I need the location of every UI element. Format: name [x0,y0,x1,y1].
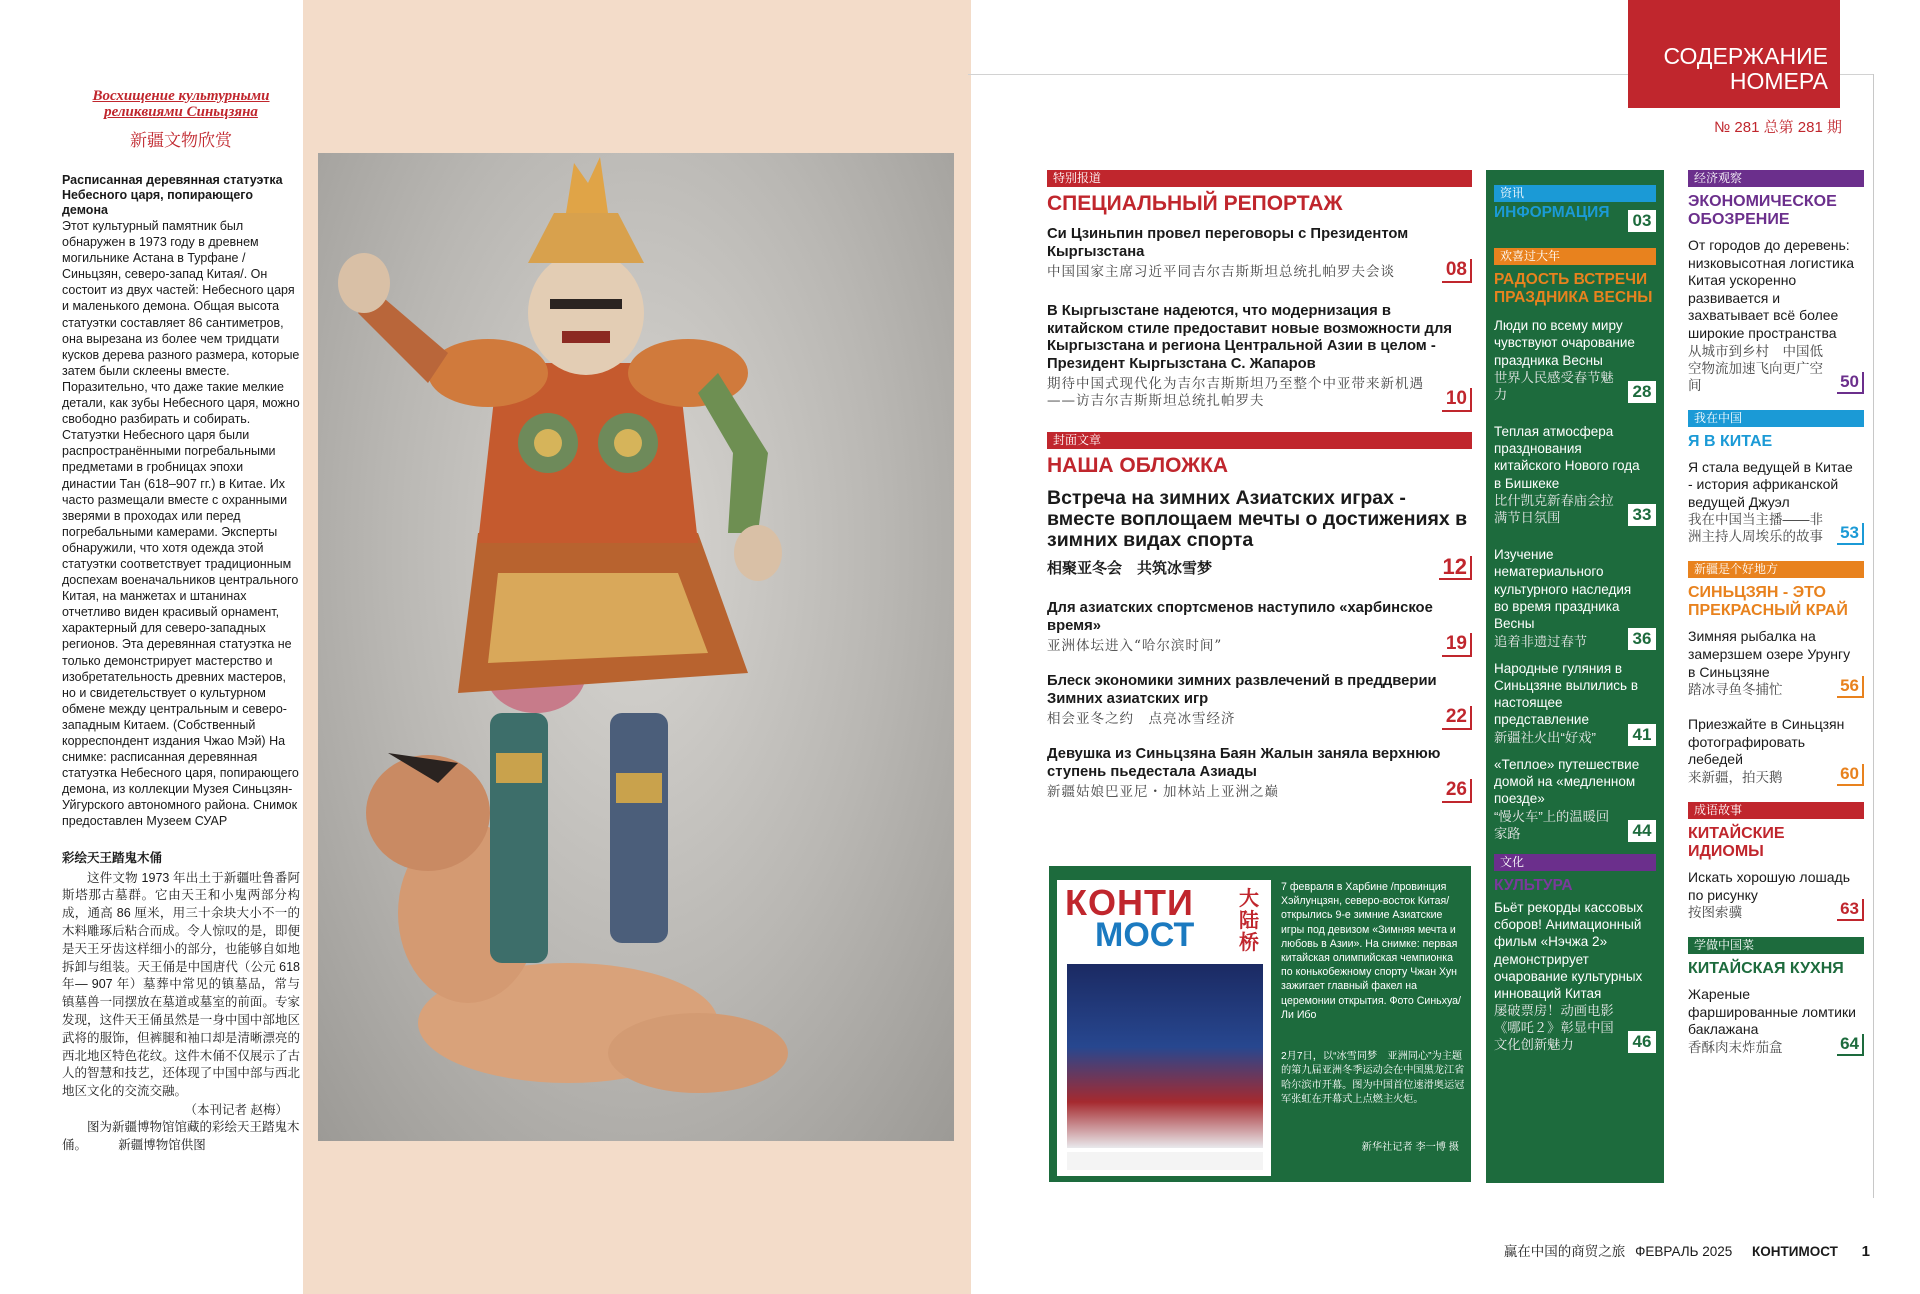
toc-item-title-cn: 世界人民感受春节魅力 [1494,369,1614,402]
magazine-logo-cn: 大陆桥 [1239,888,1259,954]
toc-page-number: 08 [1442,259,1472,283]
toc-item-title-cn: 追着非遗过春节 [1494,633,1588,649]
footer-slogan: 赢在中国的商贸之旅 [1503,1244,1626,1260]
toc-column-right [1688,170,1864,1056]
toc-page-number: 46 [1628,1031,1656,1053]
section-head-idioms: КИТАЙСКИЕ ИДИОМЫ [1688,824,1785,860]
section-head-xinjiang: СИНЬЦЗЯН - ЭТО ПРЕКРАСНЫЙ КРАЙ [1688,584,1848,620]
toc-page-number: 33 [1628,504,1656,526]
toc-item-title-cn: 踏冰寻鱼冬捕忙 [1688,682,1783,698]
toc-page-number: 56 [1837,676,1864,698]
toc-item-title-ru: Девушка из Синьцзяна Баян Жалын заняла верхнюю ступень пьедестала Азиады [1047,746,1441,780]
toc-item-title-cn: 期待中国式现代化为吉尔吉斯斯坦乃至整个中亚带来新机遇——访吉尔吉斯斯坦总统扎帕罗夫 [1047,376,1424,409]
toc-item-title-cn: 比什凯克新春庙会拉满节日氛围 [1494,493,1614,526]
toc-item[interactable] [1494,317,1656,403]
section-head-info: ИНФОРМАЦИЯ [1494,204,1610,221]
toc-item[interactable] [1047,746,1472,801]
toc-item-title-cn: 香酥肉末炸茄盒 [1688,1039,1783,1055]
section-tag-idioms: 成语故事 [1688,802,1864,819]
footer-page-number: 1 [1861,1243,1870,1260]
section-kicker-cn: 新疆文物欣赏 [130,131,232,150]
toc-item-title-ru: Приезжайте в Синьцзян фотографировать лебедей [1688,716,1845,768]
toc-item-title-ru: Теплая атмосфера празднования китайского Нового года в Бишкеке [1494,423,1640,491]
footer-date: ФЕВРАЛЬ 2025 [1635,1244,1733,1259]
toc-page-number: 28 [1628,381,1656,403]
toc-item-title-ru: Изучение нематериального культурного наследия во время праздника Весны [1494,547,1632,632]
toc-item[interactable] [1047,226,1472,281]
magazine-logo-b: МОСТ [1095,916,1195,954]
toc-page-number: 44 [1628,820,1656,842]
toc-item[interactable] [1494,423,1656,526]
toc-item[interactable] [1047,673,1472,728]
toc-item-title-ru: Народные гуляния в Синьцзяне вылились в настоящее представление [1494,660,1638,728]
section-head-china: Я В КИТАЕ [1688,432,1773,450]
toc-item-title-cn: 亚洲体坛进入“哈尔滨时间” [1047,638,1223,654]
toc-item[interactable] [1494,756,1656,842]
article-title-ru: Расписанная деревянная статуэтка Небесного царя, попирающего демона [62,173,283,217]
statue-photo [318,153,954,1141]
article-credit-cn: （本刊记者 赵梅） [184,1102,288,1117]
toc-item-title-cn: 从城市到乡村 中国低空物流加速飞向更广空间 [1688,343,1823,393]
toc-item[interactable] [1688,716,1864,786]
section-tag-xinjiang: 新疆是个好地方 [1688,561,1864,578]
article-body-cn: 这件文物 1973 年出土于新疆吐鲁番阿斯塔那古墓群。它由天王和小鬼两部分构成，通高 86 厘米，用三十余块大小不一的木料雕琢后粘合而成。令人惊叹的是，即便是天王牙齿这样细小的部分，也能够自如地拆卸与组装。天王俑是中国唐代（公元 618 年— 907 年）墓葬中常见的镇墓品，常与镇墓兽一同摆放在墓道或墓室的前面。专家发现，这件天王俑虽然是一身中国中部地区武将的服饰，但裤腿和袖口却是清晰漂亮的西北地区特色花纹。这件木俑不仅展示了古人的智慧和技艺，还体现了中国中部与西北地区文化的交流交融。 [62,870,300,1099]
section-tag-economics: 经济观察 [1688,170,1864,187]
magazine-logo-a: КОНТИ [1065,882,1194,923]
toc-item-title-cn: “慢火车”上的温暖回家路 [1494,808,1610,841]
section-tag-spring: 欢喜过大年 [1494,248,1656,265]
toc-item-title-ru: Си Цзиньпин провел переговоры с Президентом Кыргызстана [1047,226,1409,260]
article-title-cn: 彩绘天王踏鬼木俑 [62,850,163,865]
toc-item[interactable] [1688,986,1864,1056]
toc-page-number: 03 [1628,210,1656,232]
toc-item[interactable] [1047,303,1472,410]
section-tag-culture: 文化 [1494,854,1656,871]
toc-item-title-cn: 屡破票房！动画电影《哪吒２》彰显中国文化创新魅力 [1494,1003,1614,1053]
toc-item-title-ru: Зимняя рыбалка на замерзшем озере Урунгу в Синьцзяне [1688,628,1851,680]
section-tag-cover: 封面文章 [1047,432,1472,449]
toc-item[interactable] [1688,869,1864,921]
toc-item-title-ru: Для азиатских спортсменов наступило «харбинское время» [1047,600,1433,634]
section-tag-special: 特别报道 [1047,170,1472,187]
section-head-economics: ЭКОНОМИЧЕСКОЕ ОБОЗРЕНИЕ [1688,193,1837,228]
section-head-spring: РАДОСТЬ ВСТРЕЧИ ПРАЗДНИКА ВЕСНЫ [1494,271,1653,306]
toc-item-title-ru: Блеск экономики зимних развлечений в преддверии Зимних азиатских игр [1047,673,1437,707]
toc-item-title-ru: Бьёт рекорды кассовых сборов! Анимационный фильм «Нэчжа 2» демонстрирует очарование культурных инноваций Китая [1494,899,1643,1002]
toc-item-title-cn: 我在中国当主播——非洲主持人周埃乐的故事 [1688,512,1823,545]
frame-line-right [1873,74,1874,1198]
toc-item-title-ru: Жареные фаршированные ломтики баклажана [1688,986,1856,1038]
toc-item-title-cn: 中国国家主席习近平同吉尔吉斯斯坦总统扎帕罗夫会谈 [1047,264,1395,280]
toc-item-title-ru: Я стала ведущей в Китае - история африканской ведущей Джуэл [1688,458,1853,510]
toc-item-title-ru: «Теплое» путешествие домой на «медленном поезде» [1494,756,1640,807]
toc-item-title-ru: Искать хорошую лошадь по рисунку [1688,868,1850,903]
toc-page-number: 41 [1628,724,1656,746]
left-article [62,88,300,1155]
toc-item-title-ru: Люди по всему миру чувствуют очарование праздника Весны [1494,318,1635,368]
toc-item-title-ru: В Кыргызстане надеются, что модернизация в китайском стиле предоставит новые возможности для Кыргызстана и региона Центральной Азии в целом - Президент Кыргызстана С. Жапаров [1047,303,1452,372]
section-tag-china: 我在中国 [1688,410,1864,427]
toc-item-title-ru: От городов до деревень: низковысотная логистика Китая ускоренно развивается и захватывает всё более широкие пространства [1688,237,1855,341]
section-head-cuisine: КИТАЙСКАЯ КУХНЯ [1688,960,1844,978]
toc-item-title-cn: 按图索骥 [1688,905,1742,921]
toc-title: СОДЕРЖАНИЕ НОМЕРА [1663,43,1828,94]
cover-story-title-cn: 相聚亚冬会 共筑冰雪梦 [1047,560,1213,577]
footer-brand: КОНТИМОСТ [1752,1244,1838,1259]
tianwang-statue-icon [318,153,954,1141]
toc-item-title-cn: 新疆姑娘巴亚尼・加林站上亚洲之巅 [1047,784,1279,800]
toc-page-number: 22 [1442,706,1472,730]
toc-item-title-cn: 新疆社火出“好戏” [1494,729,1596,745]
toc-page-number: 19 [1442,633,1472,657]
section-head-cover: НАША ОБЛОЖКА [1047,454,1229,477]
section-head-special: СПЕЦИАЛЬНЫЙ РЕПОРТАЖ [1047,192,1343,215]
section-tag-info: 资讯 [1494,185,1656,202]
toc-page-number: 63 [1837,899,1864,921]
toc-item-cover-main[interactable] [1047,488,1472,578]
toc-item[interactable] [1494,204,1656,232]
cover-story-title-ru: Встреча на зимних Азиатских играх - вместе воплощаем мечты о достижениях в зимних видах спорта [1047,487,1468,551]
frame-line-top [968,74,1628,75]
toc-page-number: 36 [1628,628,1656,650]
toc-item[interactable] [1688,459,1864,546]
toc-item[interactable] [1047,600,1472,655]
toc-page-number: 50 [1837,372,1864,394]
toc-item[interactable] [1688,628,1864,698]
page-footer [1360,1240,1870,1260]
cover-description-cn: 2月7日，以“冰雪同梦 亚洲同心”为主题的第九届亚洲冬季运动会在中国黑龙江省哈尔滨市开幕。图为中国首位速滑奥运冠军张虹在开幕式上点燃主火炬。 [1281,1051,1465,1106]
toc-page-number: 64 [1837,1034,1864,1056]
section-kicker-ru: Восхищение культурными реликвиями Синьцзяна [92,88,270,120]
toc-page-number: 53 [1837,523,1864,545]
article-body-ru: Этот культурный памятник был обнаружен в 1973 году в древнем могильнике Астана в Турфане / Синьцзян, северо-запад Китая/. Он состоит из двух частей: Небесного царя и маленького демона. Общая высота статуэтки составляет 86 сантиметров, она вырезана из более чем тридцати кусков дерева разного размера, которые затем были склеены вместе. Поразительно, что даже такие мелкие детали, как зубы Небесного царя, можно свободно разбирать и собирать. Статуэтки Небесного царя были распространёнными погребальными предметами в гробницах эпохи династии Тан (618–907 гг.) в Китае. Их часто размещали вместе с охранными зверями в проходах или перед погребальными камерами. Эксперты обнаружили, что хотя одежда этой статуэтки соответствует традиционным доспехам военачальников центрального Китая, на манжетах и штанинах отчетливо виден красивый орнамент, характерный для северо-западных регионов. Эта деревянная статуэтка не только демонстрирует мастерство и изобретательность древних мастеров, но и свидетельствует о культурном обмене между центральным и северо-западным Китаем. (Собственный корреспондент издания Чжао Мэй) На снимке: расписанная деревянная статуэтка Небесного царя, попирающего демона, из коллекции Музея Синьцзян-Уйгурского автономного района. Снимок предоставлен Музеем СУАР [62,219,300,829]
section-tag-cuisine: 学做中国菜 [1688,937,1864,954]
cover-preview-block [1049,866,1471,1182]
toc-column-green [1486,170,1664,1183]
toc-title-box [1628,0,1840,108]
magazine-cover-photo [1067,964,1263,1148]
toc-item[interactable] [1494,899,1656,1054]
toc-page-number: 26 [1442,779,1472,803]
toc-item[interactable] [1494,660,1656,746]
magazine-cover-thumbnail[interactable] [1057,880,1271,1176]
frame-line-top-right [1840,74,1874,75]
toc-item-title-cn: 相会亚冬之约 点亮冰雪经济 [1047,711,1236,727]
issue-number: № 281 总第 281 期 [1714,119,1842,136]
toc-item-title-cn: 来新疆，拍天鹅 [1688,769,1783,785]
magazine-cover-strip [1067,1152,1263,1170]
cover-photo-credit: 新华社记者 李一博 摄 [1361,1142,1459,1153]
toc-page-number: 10 [1442,388,1472,412]
section-head-culture: КУЛЬТУРА [1494,876,1573,894]
toc-column-main [1047,170,1472,801]
toc-page-number: 12 [1439,556,1472,580]
article-caption-cn: 图为新疆博物馆馆藏的彩绘天王踏鬼木俑。 新疆博物馆供图 [62,1119,300,1152]
cover-description-ru: 7 февраля в Харбине /провинция Хэйлунцзян, северо-восток Китая/ открылись 9-е зимние Азиатские игры под девизом «Зимняя мечта и любовь в Азии». На снимке: первая китайская олимпийская чемпионка по конькобежному спорту Чжан Хун зажигает главный факел на церемонии открытия. Фото Синьхуа/ Ли Ибо [1281,881,1462,1021]
toc-item[interactable] [1688,237,1864,394]
toc-page-number: 60 [1837,764,1864,786]
toc-item[interactable] [1494,546,1656,649]
